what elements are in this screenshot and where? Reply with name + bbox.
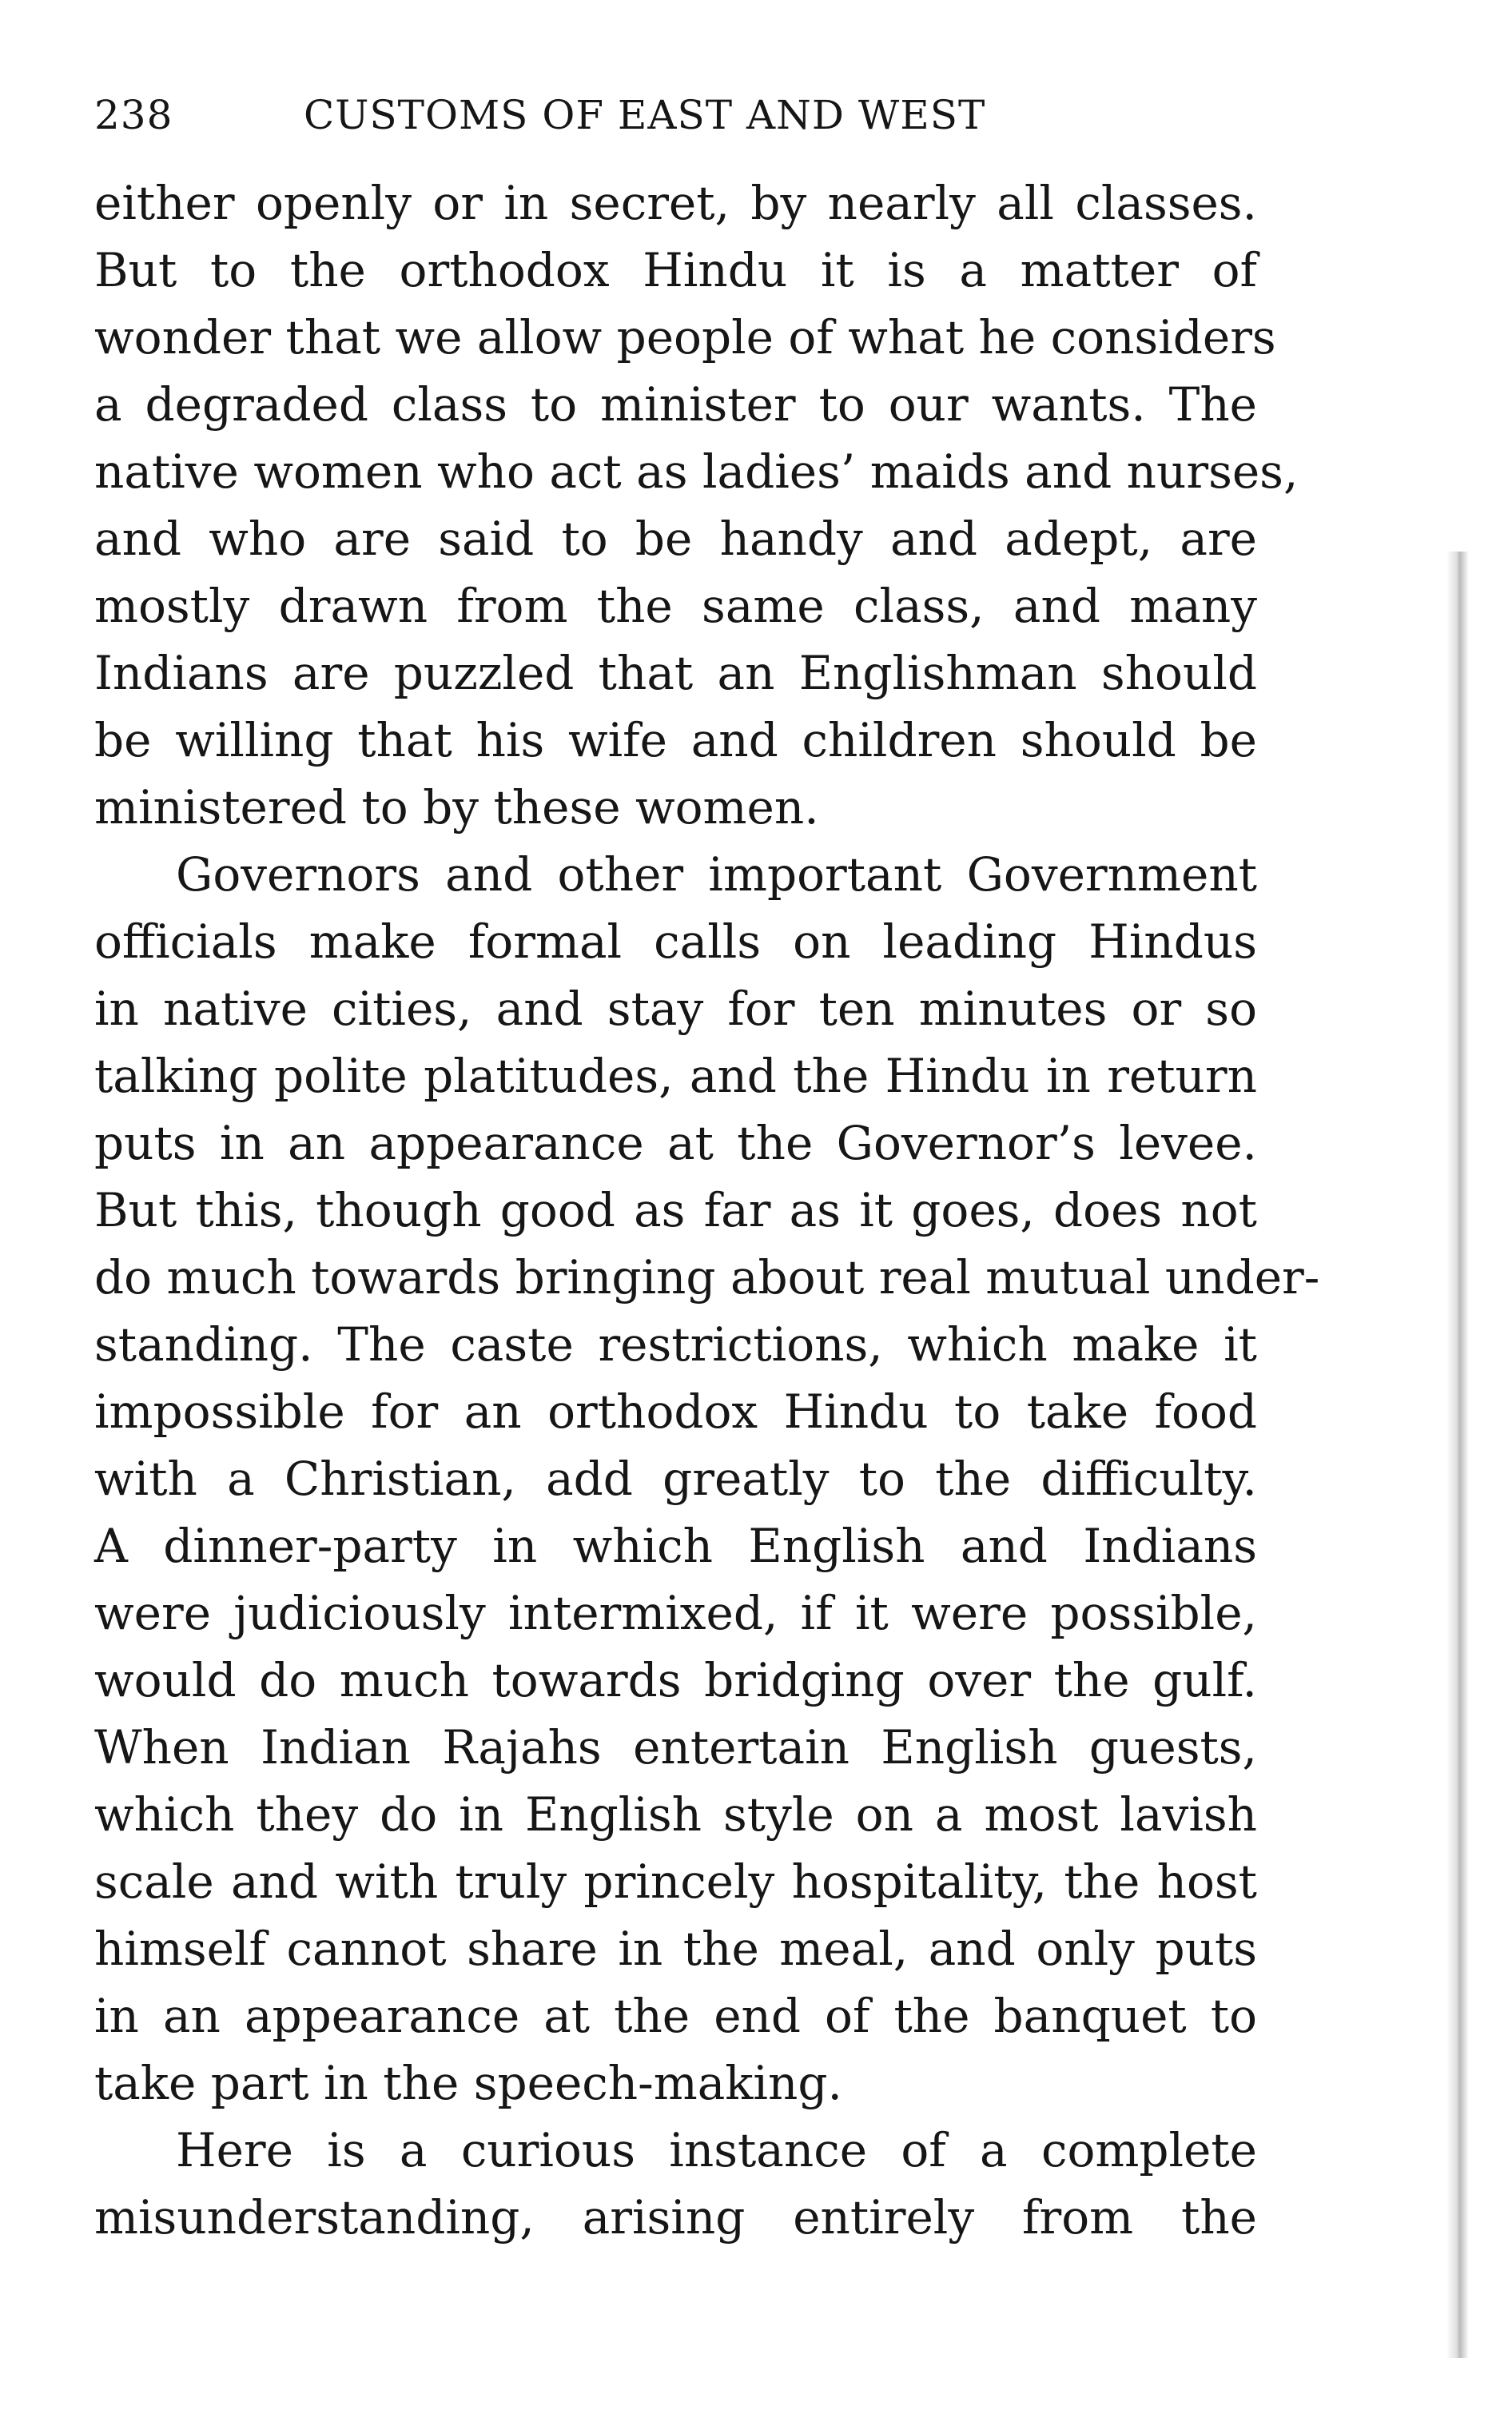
scan-edge-shadow (1446, 552, 1469, 2358)
text-line: But this, though good as far as it goes, does not (94, 1183, 1257, 1237)
text-line: impossible for an orthodox Hindu to take food (94, 1384, 1257, 1439)
text-line: mostly drawn from the same class, and many (94, 579, 1257, 633)
text-line: take part in the speech-making. (94, 2056, 842, 2110)
text-line: with a Christian, add greatly to the difficulty. (94, 1452, 1257, 1506)
text-line: a degraded class to minister to our wants. The (94, 377, 1257, 432)
text-line: scale and with truly princely hospitality, the host (94, 1854, 1257, 1909)
text-line: himself cannot share in the meal, and only puts (94, 1922, 1257, 1976)
text-line: were judiciously intermixed, if it were possible, (94, 1586, 1257, 1640)
text-line: either openly or in secret, by nearly all classes. (94, 176, 1257, 230)
text-line: in an appearance at the end of the banquet to (94, 1989, 1257, 2043)
body-text (94, 169, 1320, 2251)
text-line: Here is a curious instance of a complete (176, 2123, 1257, 2177)
text-line: in native cities, and stay for ten minutes or so (94, 982, 1257, 1036)
text-line: A dinner-party in which English and Indians (94, 1519, 1257, 1573)
text-line: which they do in English style on a most lavish (94, 1787, 1257, 1842)
text-line: talking polite platitudes, and the Hindu in return (94, 1049, 1257, 1103)
text-line: do much towards bringing about real mutual under- (94, 1250, 1320, 1305)
page-number: 238 (94, 92, 173, 138)
text-line: ministered to by these women. (94, 780, 819, 835)
text-line: officials make formal calls on leading Hindus (94, 914, 1257, 969)
text-line: When Indian Rajahs entertain English guests, (94, 1720, 1257, 1775)
text-line: and who are said to be handy and adept, are (94, 512, 1257, 566)
running-head (94, 83, 1261, 147)
text-line: puts in an appearance at the Governor’s levee. (94, 1116, 1257, 1170)
text-line: be willing that his wife and children should be (94, 713, 1257, 767)
text-line: Governors and other important Government (176, 847, 1257, 902)
text-line: misunderstanding, arising entirely from the (94, 2190, 1257, 2245)
text-line: native women who act as ladies’ maids and nurses, (94, 444, 1299, 499)
text-line: Indians are puzzled that an Englishman should (94, 646, 1257, 700)
text-line: But to the orthodox Hindu it is a matter of (94, 243, 1257, 297)
running-head-title: CUSTOMS OF EAST AND WEST (304, 92, 986, 138)
text-line: would do much towards bridging over the gulf. (94, 1653, 1257, 1707)
text-line: wonder that we allow people of what he considers (94, 310, 1276, 364)
text-line: standing. The caste restrictions, which make it (94, 1317, 1257, 1372)
